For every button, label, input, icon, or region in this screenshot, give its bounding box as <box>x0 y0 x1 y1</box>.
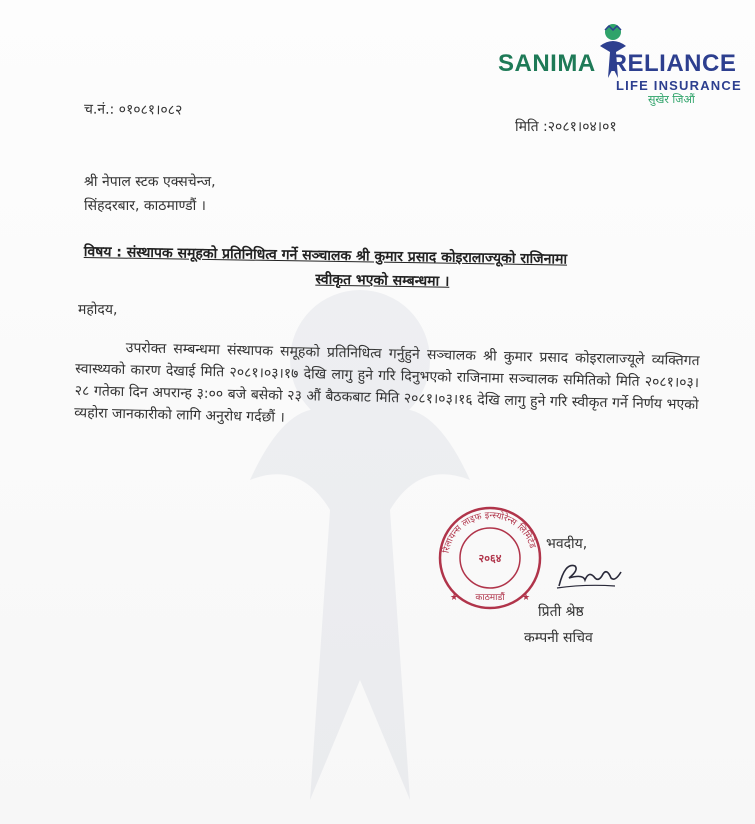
recipient-line-2: सिंहदरबार, काठमाण्डौं । <box>84 198 206 214</box>
logo-tagline: सुखेर जिऔं <box>648 93 695 106</box>
logo-brand <box>498 50 736 78</box>
signer-title: कम्पनी सचिव <box>524 630 593 646</box>
closing: भवदीय, <box>546 536 588 552</box>
company-logo <box>498 22 743 104</box>
body-paragraph: उपरोक्त सम्बन्धमा संस्थापक समूहको प्रतिनिधित्व गर्नुहुने सञ्चालक श्री कुमार प्रसाद कोइरालाज्यूले व्यक्तिगत स्वास्थ्यको कारण देखाई मिति २०८१।०३।१७ देखि लागु हुने गरि दिनुभएको राजिनामा सञ्चालक समितिको मिति २०८१।०३।२८ गतेका दिन अपरान्ह ३:०० बजे बसेको २३ औं बैठकबाट मिति २०८१।०३।१६ देखि लागु हुने गरि स्वीकृत गर्ने निर्णय भएको व्यहोरा जानकारीको लागि अनुरोध गर्दछौं । <box>74 340 700 426</box>
stamp-center-text: २०६४ <box>478 552 502 565</box>
subject-line-2: स्वीकृत भएको सम्बन्धमा । <box>315 271 450 290</box>
stamp-star-icon: ★ <box>450 593 459 603</box>
logo-brand-right: RELIANCE <box>609 50 737 77</box>
subject <box>83 240 694 298</box>
recipient-address <box>84 170 216 218</box>
logo-subtitle: LIFE INSURANCE <box>616 78 742 93</box>
stamp-top-arc-text: रिलायन्स लाइफ इन्स्योरेन्स लिमिटेड <box>441 510 538 555</box>
company-stamp <box>430 500 550 610</box>
subject-line-1: विषय : संस्थापक समूहको प्रतिनिधित्व गर्ने सञ्चालक श्री कुमार प्रसाद कोइरालाज्यूको राजिनामा <box>83 243 568 268</box>
salutation: महोदय, <box>78 302 118 318</box>
stamp-star-icon: ★ <box>522 593 531 603</box>
recipient-line-1: श्री नेपाल स्टक एक्सचेन्ज, <box>84 174 216 190</box>
letter-date: मिति :२०८१।०४।०१ <box>515 119 617 135</box>
stamp-top-arc <box>440 509 538 554</box>
signer-name: प्रिती श्रेष्ठ <box>538 604 584 620</box>
letter-body <box>74 336 700 438</box>
handwritten-signature <box>555 556 627 594</box>
stamp-bottom-text: काठमाडौं <box>475 593 505 603</box>
reference-number: च.नं.: ०१०८१।०८२ <box>83 101 183 119</box>
logo-brand-left: SANIMA <box>498 50 596 77</box>
